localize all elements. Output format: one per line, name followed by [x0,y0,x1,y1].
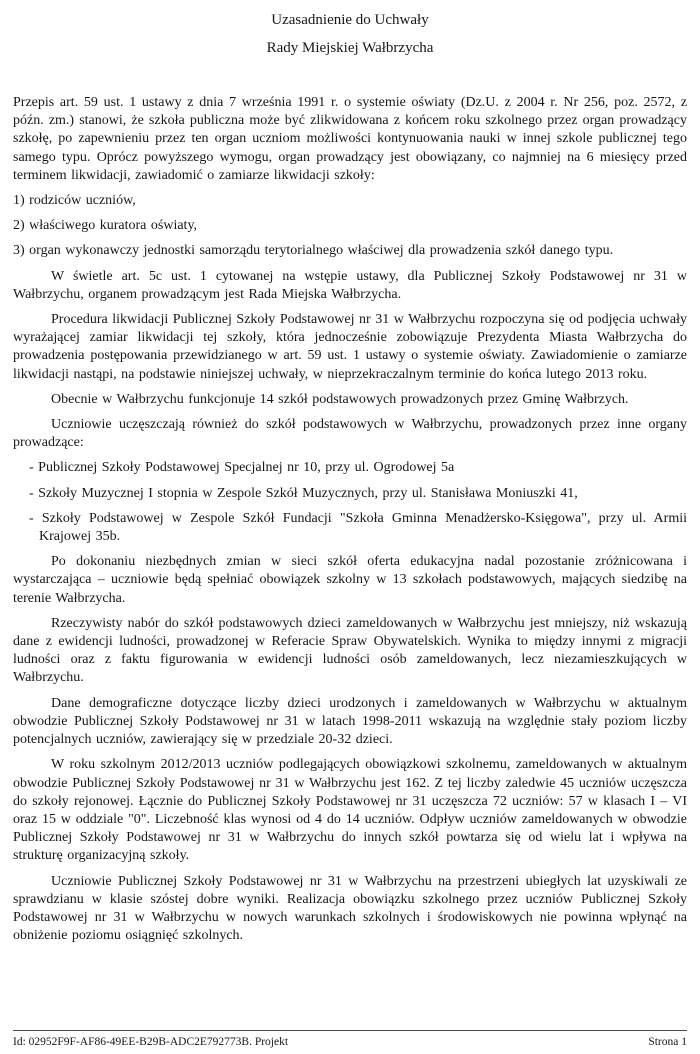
document-id: Id: 02952F9F-AF86-49EE-B29B-ADC2E792773B. Projekt [13,1036,289,1048]
paragraph: Przepis art. 59 ust. 1 ustawy z dnia 7 września 1991 r. o systemie oświaty (Dz.U. z 2004 r. Nr 256, poz. 2572, z późn. zm.) stanowi, że szkoła publiczna może być zlikwidowana z końcem roku szkolnego przez organ prowadzący szkołę, po zapewnieniu przez ten organ uczniom możliwości kontynuowania nauki w innej szkole publicznej tego samego typu. Oprócz powyższego wymogu, organ prowadzący jest obowiązany, co najmniej na 6 miesięcy przed terminem likwidacji, zawiadomić o zamiarze likwidacji szkoły: [13,95,687,183]
dash-list-item: - Szkoły Podstawowej w Zespole Szkół Fundacji "Szkoła Gminna Menadżersko-Księgowa", przy ul. Armii Krajowej 35b. [29,510,687,545]
document-footer [13,1030,687,1049]
document-title-line2: Rady Miejskiej Wałbrzycha [266,40,434,56]
document-body [13,94,687,945]
numbered-list-item: 2) właściwego kuratora oświaty, [13,218,198,234]
page-number: Strona 1 [648,1036,687,1048]
paragraph: Obecnie w Wałbrzychu funkcjonuje 14 szkół podstawowych prowadzonych przez Gminę Wałbrzych. [51,391,629,407]
dash-list-item: - Publicznej Szkoły Podstawowej Specjalnej nr 10, przy ul. Ogrodowej 5a [29,460,455,476]
document-title-line1: Uzasadnienie do Uchwały [271,12,429,28]
numbered-list-item: 1) rodziców uczniów, [13,193,136,209]
paragraph: Dane demograficzne dotyczące liczby dzieci urodzonych i zameldowanych w Wałbrzychu w aktualnym obwodzie Publicznej Szkoły Podstawowej nr 31 w latach 1998-2011 wskazują na względnie stały poziom liczby potencjalnych uczniów, zawierający się w przedziale 20-32 dzieci. [13,695,687,748]
paragraph: W roku szkolnym 2012/2013 uczniów podlegających obowiązkowi szkolnemu, zameldowanych w aktualnym obwodzie Publicznej Szkoły Podstawowej nr 31 w Wałbrzychu jest 162. Z tej liczby zaledwie 45 uczniów uczęszcza do szkoły rejonowej. Łącznie do Publicznej Szkoły Podstawowej nr 31 uczęszcza 72 uczniów: 57 w klasach I – VI oraz 15 w oddziale "0". Liczebność klas wynosi od 4 do 14 uczniów. Odpływ uczniów zameldowanych w obwodzie Publicznej Szkoły Podstawowej nr 31 w Wałbrzychu do innych szkół powtarza się od wielu lat i wpływa na strukturę organizacyjną szkoły. [13,757,687,864]
footer-divider [13,1030,687,1031]
paragraph: Procedura likwidacji Publicznej Szkoły Podstawowej nr 31 w Wałbrzychu rozpoczyna się od podjęcia uchwały wyrażającej zamiar likwidacji tej szkoły, która jednocześnie zobowiązuje Prezydenta Miasta Wałbrzycha do prowadzenia postępowania przewidzianego w art. 59 ust. 1 ustawy o systemie oświaty. Zawiadomienie o zamiarze likwidacji nastąpi, na podstawie niniejszej uchwały, w nieprzekraczalnym terminie do końca lutego 2013 roku. [13,312,687,382]
dash-list-item: - Szkoły Muzycznej I stopnia w Zespole Szkół Muzycznych, przy ul. Stanisława Moniuszki 41, [29,485,578,501]
numbered-list-item: 3) organ wykonawczy jednostki samorządu terytorialnego właściwej dla prowadzenia szkół danego typu. [13,243,614,259]
paragraph: Uczniowie uczęszczają również do szkół podstawowych w Wałbrzychu, prowadzonych przez inne organy prowadzące: [13,417,687,451]
document-header [13,12,687,56]
paragraph: Po dokonaniu niezbędnych zmian w sieci szkół oferta edukacyjna nadal pozostanie zróżnicowana i wystarczająca – uczniowie będą spełniać obowiązek szkolny w 13 szkołach podstawowych, mających siedzibę na terenie Wałbrzycha. [13,554,687,606]
paragraph: W świetle art. 5c ust. 1 cytowanej na wstępie ustawy, dla Publicznej Szkoły Podstawowej nr 31 w Wałbrzychu, organem prowadzącym jest Rada Miejska Wałbrzycha. [13,268,687,302]
paragraph: Rzeczywisty nabór do szkół podstawowych dzieci zameldowanych w Wałbrzychu jest mniejszy, niż wskazują dane z ewidencji ludności, prowadzonej w Referacie Spraw Obywatelskich. Wynika to między innymi z migracji ludności oraz z faktu figurowania w ewidencji ludności osób zameldowanych, lecz niezamieszkujących w Wałbrzychu. [13,615,687,686]
paragraph: Uczniowie Publicznej Szkoły Podstawowej nr 31 w Wałbrzychu na przestrzeni ubiegłych lat uzyskiwali ze sprawdzianu w klasie szóstej dobre wyniki. Realizacja obowiązku szkolnego przez uczniów Publicznej Szkoły Podstawowej nr 31 w Wałbrzychu w nowych warunkach szkolnych i środowiskowych nie powinna wpłynąć na obniżenie poziomu osiągnięć szkolnych. [13,873,687,944]
